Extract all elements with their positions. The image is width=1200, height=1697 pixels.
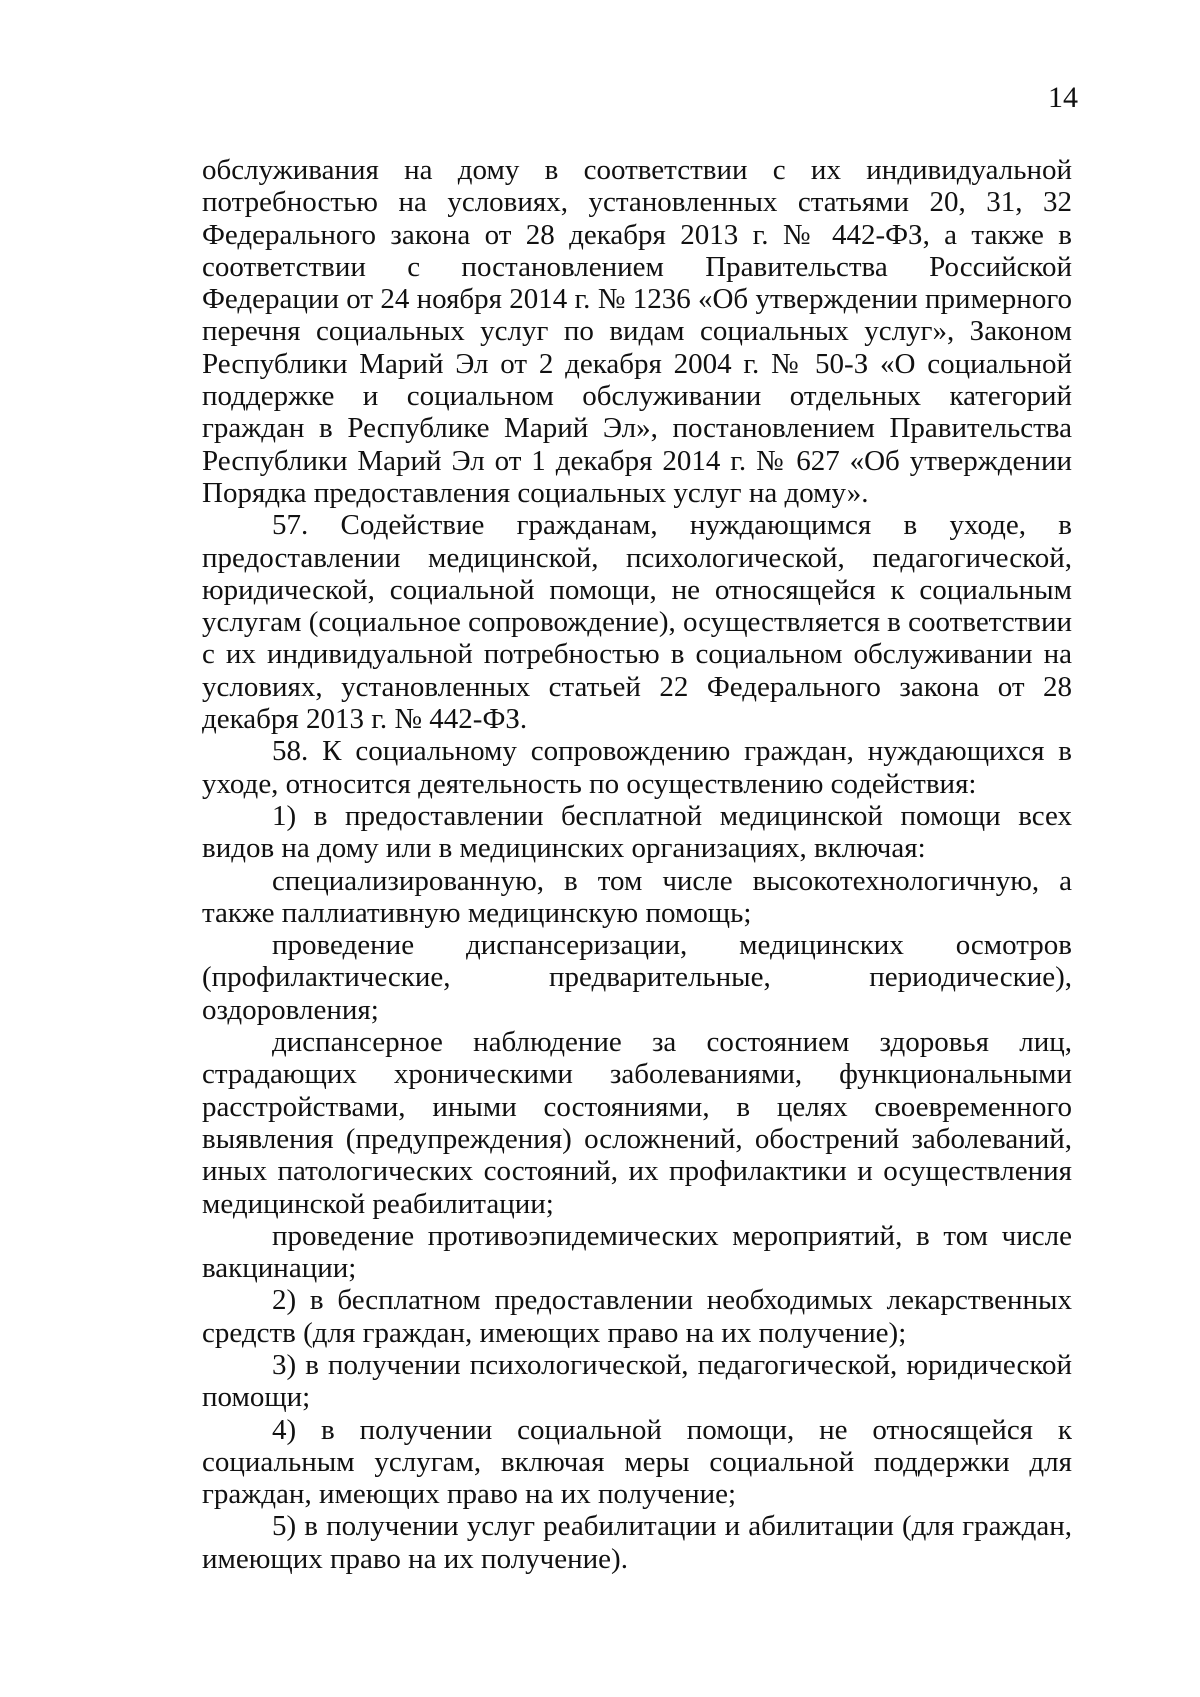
list-subitem-vaccination: проведение противоэпидемических мероприятий, в том числе вакцинации; [202, 1219, 1072, 1285]
page-number: 14 [1048, 81, 1078, 114]
paragraph-item-57: 57. Содействие гражданам, нуждающимся в уходе, в предоставлении медицинской, психологической, педагогической, юридической, социальной помощи, не относящейся к социальным услугам (социальное сопровождение), осуществляется в соответствии с их индивидуальной потребностью в социальном обслуживании на условиях, установленных статьей 22 Федерального закона от 28 декабря 2013 г. № 442-ФЗ. [202, 509, 1072, 736]
list-subitem-dispensary-observation: диспансерное наблюдение за состоянием здоровья лиц, страдающих хроническими заболеваниями, функциональными расстройствами, иными состояниями, в целях своевременного выявления (предупреждения) осложнений, обострений заболеваний, иных патологических состояний, их профилактики и осуществления медицинской реабилитации; [202, 1026, 1072, 1220]
list-subitem-specialized-care: специализированную, в том числе высокотехнологичную, а также паллиативную медицинскую помощь; [202, 864, 1072, 929]
list-item-2: 2) в бесплатном предоставлении необходимых лекарственных средств (для граждан, имеющих право на их получение); [202, 1284, 1072, 1349]
list-item-5: 5) в получении услуг реабилитации и абилитации (для граждан, имеющих право на их получение). [202, 1510, 1072, 1575]
document-body [202, 154, 1072, 1575]
paragraph-item-58: 58. К социальному сопровождению граждан, нуждающихся в уходе, относится деятельность по осуществлению содействия: [202, 735, 1072, 800]
list-item-4: 4) в получении социальной помощи, не относящейся к социальным услугам, включая меры социальной поддержки для граждан, имеющих право на их получение; [202, 1413, 1072, 1511]
list-subitem-medical-examination: проведение диспансеризации, медицинских осмотров (профилактические, предварительные, периодические), оздоровления; [202, 929, 1072, 1026]
list-item-1: 1) в предоставлении бесплатной медицинской помощи всех видов на дому или в медицинских организациях, включая: [202, 799, 1072, 865]
list-item-3: 3) в получении психологической, педагогической, юридической помощи; [202, 1348, 1072, 1414]
paragraph-continuation: обслуживания на дому в соответствии с их индивидуальной потребностью на условиях, установленных статьями 20, 31, 32 Федерального закона от 28 декабря 2013 г. № 442-ФЗ, а также в соответствии с постановлением Правительства Российской Федерации от 24 ноября 2014 г. № 1236 «Об утверждении примерного перечня социальных услуг по видам социальных услуг», Законом Республики Марий Эл от 2 декабря 2004 г. № 50-З «О социальной поддержке и социальном обслуживании отдельных категорий граждан в Республике Марий Эл», постановлением Правительства Республики Марий Эл от 1 декабря 2014 г. № 627 «Об утверждении Порядка предоставления социальных услуг на дому». [202, 154, 1072, 509]
